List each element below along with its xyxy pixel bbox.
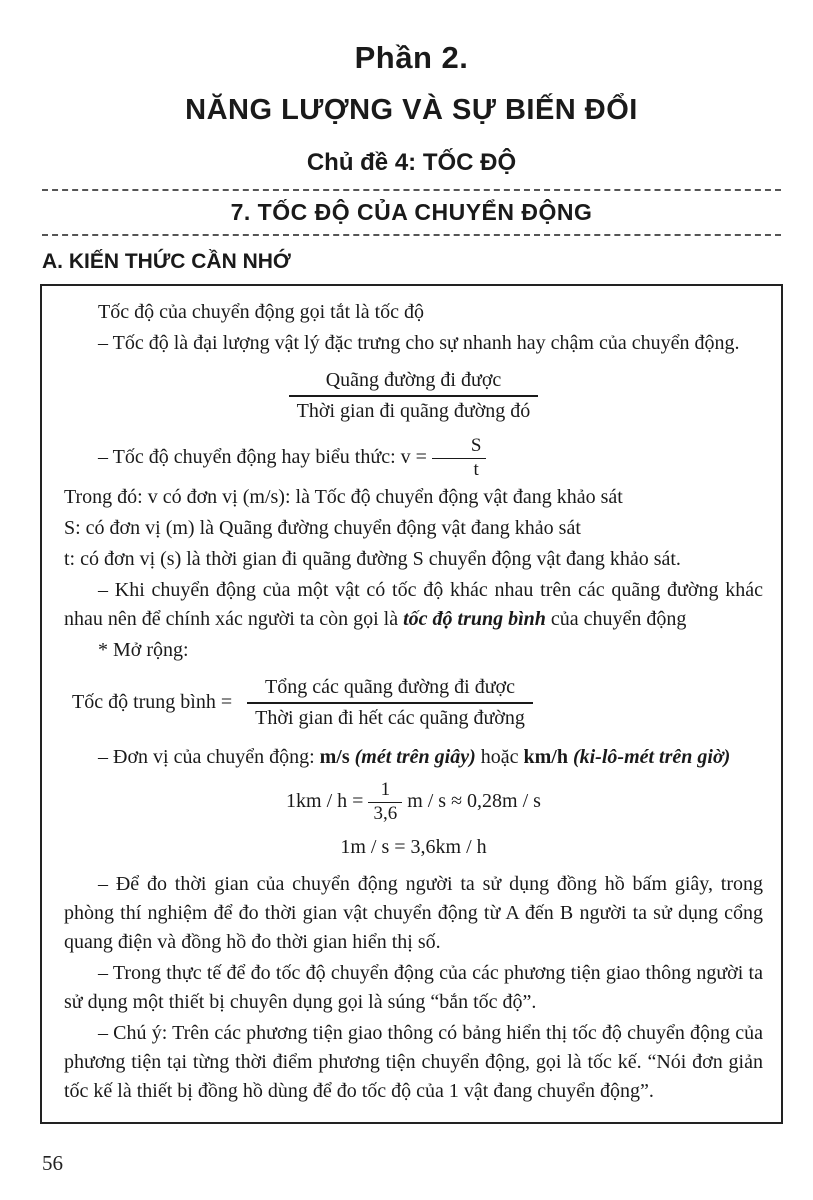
paragraph-speed-quantity: – Tốc độ là đại lượng vật lý đặc trưng cho sự nhanh hay chậm của chuyển động. (98, 332, 740, 354)
eq1-fraction-denominator: 3,6 (373, 802, 398, 824)
avg-speed-text-pre: – Khi chuyển động của một vật có tốc độ khác nhau trên các quãng đường khác nhau nên để chính xác người ta còn gọi là (64, 578, 763, 630)
topic-title: Chủ đề 4: TỐC ĐỘ (306, 149, 517, 176)
paragraph-formula (64, 436, 763, 481)
conversion-equation-2: 1m / s = 3,6km / h (340, 835, 487, 858)
avg-fraction-numerator: Tổng các quãng đường đi được (247, 675, 533, 704)
paragraph-v-unit: Trong đó: v có đơn vị (m/s): là Tốc độ chuyển động vật đang khảo sát (64, 485, 623, 508)
eq1-fraction-numerator: 1 (368, 780, 402, 803)
avg-fraction-denominator: Thời gian đi hết các quãng đường (255, 706, 525, 729)
speed-definition-fraction (64, 368, 763, 424)
eq1-post: m / s ≈ 0,28m / s (407, 789, 541, 812)
fraction (289, 368, 539, 424)
part-title: Phần 2. (354, 40, 469, 75)
paragraph-s-unit: S: có đơn vị (m) là Quãng đường chuyển động vật đang khảo sát (64, 516, 581, 539)
formula-text: – Tốc độ chuyển động hay biểu thức: v = (98, 445, 427, 468)
unit-ms: m/s (319, 745, 350, 768)
paragraph-extension: * Mở rộng: (98, 638, 189, 661)
units-text-mid: hoặc (475, 745, 524, 768)
main-title: NĂNG LƯỢNG VÀ SỰ BIẾN ĐỔI (185, 94, 638, 126)
avg-speed-text-post: của chuyển động (545, 607, 687, 630)
paragraph-measuring-time: – Để đo thời gian của chuyển động người ta sử dụng đồng hồ bấm giây, trong phòng thí nghiệm để đo thời gian vật chuyển động từ A đến B người ta sử dụng cổng quang điện và đồng hồ đo thời gian hiển thị số. (64, 872, 763, 953)
dashed-divider-bottom (42, 234, 781, 236)
knowledge-box (40, 284, 783, 1124)
v-fraction-numerator: S (432, 436, 487, 459)
paragraph-units (64, 743, 763, 772)
fraction-numerator: Quãng đường đi được (289, 368, 539, 397)
paragraph-t-unit: t: có đơn vị (s) là thời gian đi quãng đường S chuyển động vật đang khảo sát. (64, 547, 681, 570)
avg-fraction (247, 675, 533, 731)
section-a-title: A. KIẾN THỨC CẦN NHỚ (42, 250, 291, 273)
conversion-equation-1 (64, 780, 763, 825)
paragraph-definition: Tốc độ của chuyển động gọi tắt là tốc độ (98, 301, 425, 323)
unit-kmh: km/h (523, 745, 568, 768)
page-number: 56 (42, 1151, 63, 1175)
dashed-divider-top (42, 189, 781, 191)
average-speed-formula (64, 675, 763, 731)
v-fraction-denominator: t (473, 458, 479, 480)
avg-speed-term: tốc độ trung bình (403, 607, 546, 630)
units-text-pre: – Đơn vị của chuyển động: (98, 745, 320, 768)
paragraph-note-speedometer: – Chú ý: Trên các phương tiện giao thông có bảng hiển thị tốc độ chuyển động của phương tiện tại từng thời điểm phương tiện chuyển động, gọi là tốc kế. “Nói đơn giản tốc kế là thiết bị đồng hồ dùng để đo tốc độ của 1 vật đang chuyển động”. (64, 1021, 763, 1102)
lesson-title: 7. TỐC ĐỘ CỦA CHUYỂN ĐỘNG (230, 199, 593, 225)
paragraph-average-speed (64, 576, 763, 634)
v-fraction (432, 436, 487, 481)
avg-formula-label: Tốc độ trung bình = (72, 691, 233, 714)
paragraph-speed-gun: – Trong thực tế để đo tốc độ chuyển động của các phương tiện giao thông người ta sử dụng một thiết bị chuyên dụng gọi là súng “bắn tốc độ”. (64, 961, 763, 1013)
eq1-pre: 1km / h = (286, 789, 364, 812)
unit-kmh-note: (ki-lô-mét trên giờ) (567, 745, 731, 768)
unit-ms-note: (mét trên giây) (349, 745, 476, 768)
fraction-denominator: Thời gian đi quãng đường đó (296, 400, 531, 422)
eq1-fraction (368, 780, 402, 825)
